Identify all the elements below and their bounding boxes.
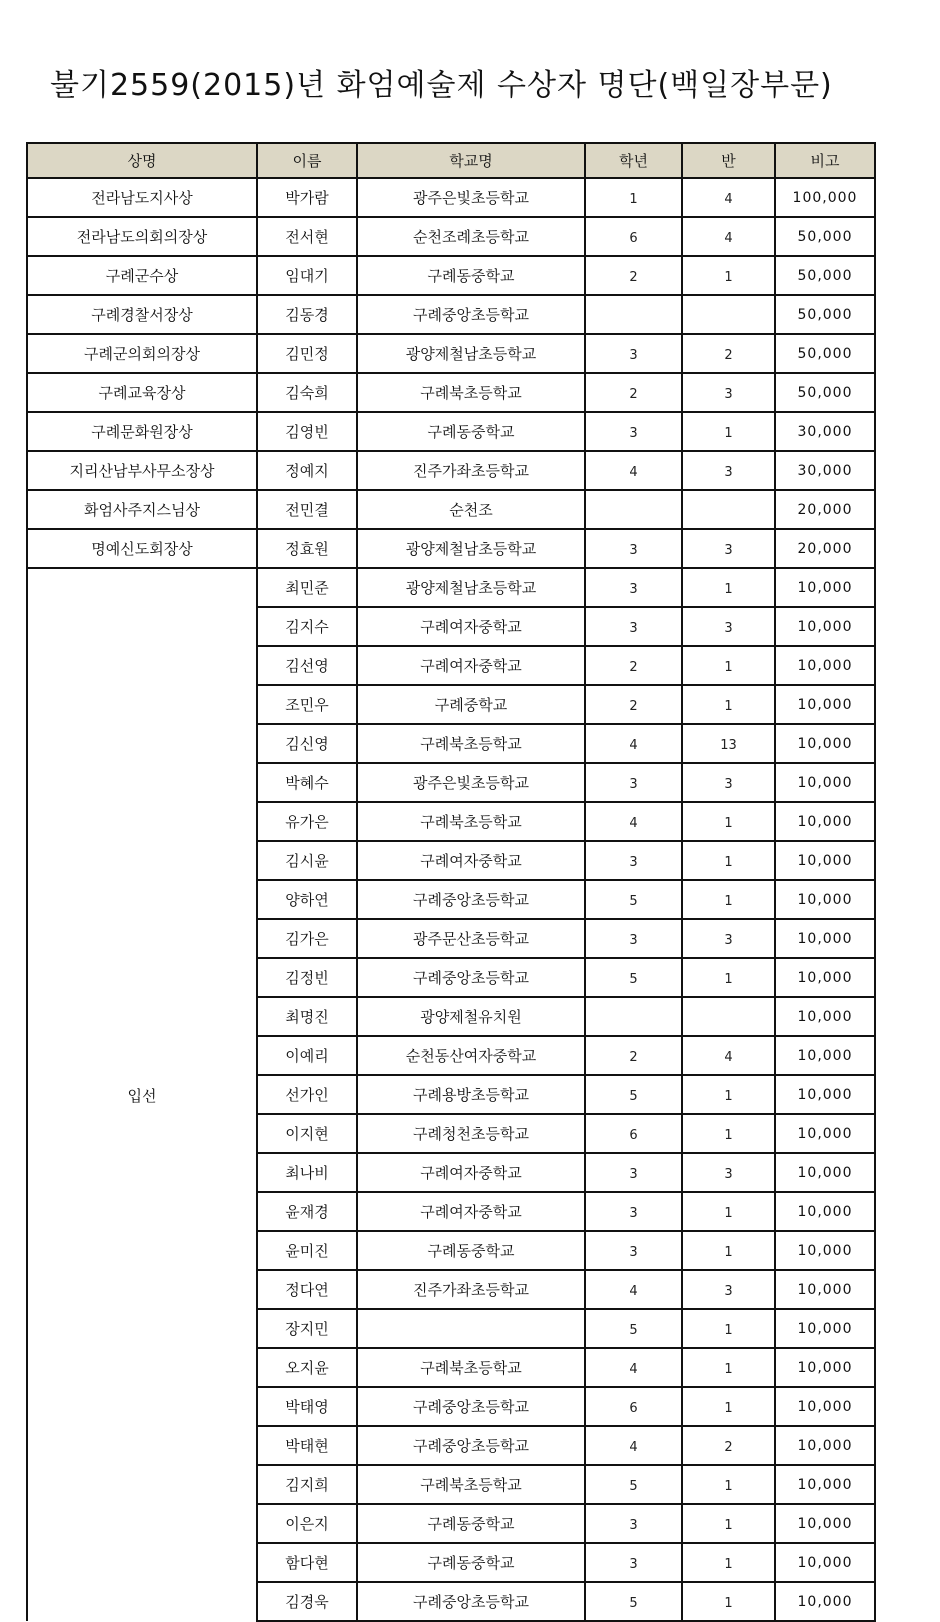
note-cell: 10,000 xyxy=(775,802,875,841)
grade-cell: 5 xyxy=(585,958,682,997)
school-cell: 구례북초등학교 xyxy=(357,1465,585,1504)
name-cell: 김지희 xyxy=(257,1465,357,1504)
note-cell: 10,000 xyxy=(775,763,875,802)
class-cell: 4 xyxy=(682,217,775,256)
name-cell: 정예지 xyxy=(257,451,357,490)
school-cell: 광양제철남초등학교 xyxy=(357,529,585,568)
class-cell: 3 xyxy=(682,919,775,958)
table-row xyxy=(27,568,875,607)
name-cell: 오지윤 xyxy=(257,1348,357,1387)
award-cell: 구례교육장상 xyxy=(27,373,257,412)
school-cell: 구례북초등학교 xyxy=(357,1348,585,1387)
note-cell: 10,000 xyxy=(775,841,875,880)
school-cell: 구례동중학교 xyxy=(357,1504,585,1543)
header-note: 비고 xyxy=(775,143,875,178)
name-cell: 김민정 xyxy=(257,334,357,373)
school-cell: 구례여자중학교 xyxy=(357,841,585,880)
note-cell: 50,000 xyxy=(775,256,875,295)
school-cell: 구례중앙초등학교 xyxy=(357,880,585,919)
header-name: 이름 xyxy=(257,143,357,178)
grade-cell: 2 xyxy=(585,685,682,724)
class-cell: 1 xyxy=(682,958,775,997)
grade-cell: 5 xyxy=(585,1582,682,1621)
class-cell: 1 xyxy=(682,1543,775,1582)
table-body xyxy=(27,178,875,1621)
school-cell: 구례중앙초등학교 xyxy=(357,1387,585,1426)
school-cell: 구례청천초등학교 xyxy=(357,1114,585,1153)
note-cell: 10,000 xyxy=(775,997,875,1036)
school-cell: 구례중앙초등학교 xyxy=(357,1582,585,1621)
school-cell: 진주가좌초등학교 xyxy=(357,1270,585,1309)
grade-cell: 3 xyxy=(585,841,682,880)
name-cell: 김숙희 xyxy=(257,373,357,412)
note-cell: 50,000 xyxy=(775,334,875,373)
header-school: 학교명 xyxy=(357,143,585,178)
name-cell: 최민준 xyxy=(257,568,357,607)
grade-cell: 4 xyxy=(585,1348,682,1387)
school-cell: 구례여자중학교 xyxy=(357,607,585,646)
grade-cell: 3 xyxy=(585,1231,682,1270)
name-cell: 김지수 xyxy=(257,607,357,646)
name-cell: 윤미진 xyxy=(257,1231,357,1270)
merged-award-cell: 입선 xyxy=(27,568,257,1621)
award-cell: 구례군수상 xyxy=(27,256,257,295)
class-cell: 1 xyxy=(682,1192,775,1231)
note-cell: 10,000 xyxy=(775,1075,875,1114)
class-cell: 1 xyxy=(682,646,775,685)
name-cell: 윤재경 xyxy=(257,1192,357,1231)
class-cell: 1 xyxy=(682,802,775,841)
note-cell: 10,000 xyxy=(775,1426,875,1465)
school-cell: 구례동중학교 xyxy=(357,1231,585,1270)
school-cell: 구례북초등학교 xyxy=(357,724,585,763)
school-cell: 순천조례초등학교 xyxy=(357,217,585,256)
note-cell: 10,000 xyxy=(775,1153,875,1192)
class-cell: 1 xyxy=(682,1348,775,1387)
class-cell: 1 xyxy=(682,568,775,607)
note-cell: 10,000 xyxy=(775,1387,875,1426)
award-cell: 구례군의회의장상 xyxy=(27,334,257,373)
grade-cell: 2 xyxy=(585,1036,682,1075)
table-row xyxy=(27,334,875,373)
note-cell: 20,000 xyxy=(775,490,875,529)
school-cell: 구례동중학교 xyxy=(357,412,585,451)
grade-cell: 4 xyxy=(585,1426,682,1465)
class-cell: 2 xyxy=(682,1426,775,1465)
school-cell: 구례여자중학교 xyxy=(357,1192,585,1231)
grade-cell: 6 xyxy=(585,217,682,256)
note-cell: 10,000 xyxy=(775,646,875,685)
name-cell: 전서현 xyxy=(257,217,357,256)
note-cell: 10,000 xyxy=(775,1465,875,1504)
grade-cell: 3 xyxy=(585,334,682,373)
award-cell: 전라남도지사상 xyxy=(27,178,257,217)
name-cell: 임대기 xyxy=(257,256,357,295)
note-cell: 10,000 xyxy=(775,1504,875,1543)
table-row xyxy=(27,412,875,451)
grade-cell xyxy=(585,490,682,529)
class-cell: 4 xyxy=(682,1036,775,1075)
class-cell: 1 xyxy=(682,841,775,880)
note-cell: 50,000 xyxy=(775,373,875,412)
table-header-row xyxy=(27,143,875,178)
name-cell: 최나비 xyxy=(257,1153,357,1192)
school-cell: 광주문산초등학교 xyxy=(357,919,585,958)
grade-cell: 4 xyxy=(585,451,682,490)
grade-cell: 4 xyxy=(585,724,682,763)
grade-cell: 3 xyxy=(585,1504,682,1543)
class-cell: 1 xyxy=(682,412,775,451)
school-cell: 광주은빛초등학교 xyxy=(357,178,585,217)
note-cell: 10,000 xyxy=(775,568,875,607)
award-cell: 명예신도회장상 xyxy=(27,529,257,568)
table-row xyxy=(27,373,875,412)
note-cell: 10,000 xyxy=(775,1309,875,1348)
grade-cell: 4 xyxy=(585,1270,682,1309)
grade-cell: 3 xyxy=(585,1153,682,1192)
note-cell: 10,000 xyxy=(775,724,875,763)
class-cell: 1 xyxy=(682,1387,775,1426)
class-cell: 1 xyxy=(682,1582,775,1621)
note-cell: 30,000 xyxy=(775,451,875,490)
header-grade: 학년 xyxy=(585,143,682,178)
name-cell: 김경욱 xyxy=(257,1582,357,1621)
name-cell: 박혜수 xyxy=(257,763,357,802)
class-cell xyxy=(682,295,775,334)
table-row xyxy=(27,490,875,529)
note-cell: 50,000 xyxy=(775,295,875,334)
class-cell: 3 xyxy=(682,529,775,568)
name-cell: 이예리 xyxy=(257,1036,357,1075)
name-cell: 김동경 xyxy=(257,295,357,334)
table-row xyxy=(27,451,875,490)
grade-cell: 3 xyxy=(585,607,682,646)
grade-cell: 3 xyxy=(585,763,682,802)
note-cell: 10,000 xyxy=(775,958,875,997)
class-cell: 1 xyxy=(682,1231,775,1270)
school-cell: 구례중학교 xyxy=(357,685,585,724)
class-cell: 1 xyxy=(682,1075,775,1114)
note-cell: 10,000 xyxy=(775,1114,875,1153)
school-cell: 광주은빛초등학교 xyxy=(357,763,585,802)
grade-cell: 3 xyxy=(585,919,682,958)
header-award: 상명 xyxy=(27,143,257,178)
note-cell: 10,000 xyxy=(775,1543,875,1582)
class-cell: 1 xyxy=(682,1465,775,1504)
school-cell: 구례여자중학교 xyxy=(357,1153,585,1192)
note-cell: 20,000 xyxy=(775,529,875,568)
school-cell: 광양제철남초등학교 xyxy=(357,334,585,373)
grade-cell: 5 xyxy=(585,1465,682,1504)
grade-cell: 2 xyxy=(585,373,682,412)
class-cell: 1 xyxy=(682,1504,775,1543)
school-cell: 구례여자중학교 xyxy=(357,646,585,685)
name-cell: 양하연 xyxy=(257,880,357,919)
note-cell: 10,000 xyxy=(775,1192,875,1231)
school-cell: 구례중앙초등학교 xyxy=(357,1426,585,1465)
school-cell: 구례동중학교 xyxy=(357,1543,585,1582)
class-cell: 1 xyxy=(682,256,775,295)
grade-cell: 3 xyxy=(585,1543,682,1582)
name-cell: 이은지 xyxy=(257,1504,357,1543)
school-cell: 순천동산여자중학교 xyxy=(357,1036,585,1075)
name-cell: 박태현 xyxy=(257,1426,357,1465)
school-cell: 구례북초등학교 xyxy=(357,802,585,841)
note-cell: 10,000 xyxy=(775,919,875,958)
class-cell: 1 xyxy=(682,1309,775,1348)
grade-cell xyxy=(585,295,682,334)
class-cell: 3 xyxy=(682,1153,775,1192)
name-cell: 김가은 xyxy=(257,919,357,958)
note-cell: 10,000 xyxy=(775,1270,875,1309)
note-cell: 100,000 xyxy=(775,178,875,217)
grade-cell: 6 xyxy=(585,1114,682,1153)
name-cell: 김선영 xyxy=(257,646,357,685)
name-cell: 조민우 xyxy=(257,685,357,724)
class-cell: 3 xyxy=(682,373,775,412)
note-cell: 10,000 xyxy=(775,607,875,646)
table-row xyxy=(27,256,875,295)
school-cell: 구례중앙초등학교 xyxy=(357,295,585,334)
name-cell: 함다현 xyxy=(257,1543,357,1582)
grade-cell: 2 xyxy=(585,256,682,295)
name-cell: 장지민 xyxy=(257,1309,357,1348)
note-cell: 10,000 xyxy=(775,685,875,724)
grade-cell: 5 xyxy=(585,1309,682,1348)
class-cell: 3 xyxy=(682,1270,775,1309)
note-cell: 30,000 xyxy=(775,412,875,451)
awards-table xyxy=(26,142,876,1622)
school-cell: 구례중앙초등학교 xyxy=(357,958,585,997)
note-cell: 10,000 xyxy=(775,1348,875,1387)
school-cell: 진주가좌초등학교 xyxy=(357,451,585,490)
award-cell: 지리산남부사무소장상 xyxy=(27,451,257,490)
note-cell: 10,000 xyxy=(775,1231,875,1270)
grade-cell: 5 xyxy=(585,1075,682,1114)
name-cell: 김신영 xyxy=(257,724,357,763)
table-row xyxy=(27,178,875,217)
name-cell: 정효원 xyxy=(257,529,357,568)
grade-cell: 3 xyxy=(585,412,682,451)
name-cell: 유가은 xyxy=(257,802,357,841)
school-cell: 구례동중학교 xyxy=(357,256,585,295)
table-row xyxy=(27,217,875,256)
page-title: 불기2559(2015)년 화엄예술제 수상자 명단(백일장부문) xyxy=(50,68,833,103)
award-cell: 전라남도의회의장상 xyxy=(27,217,257,256)
name-cell: 박태영 xyxy=(257,1387,357,1426)
name-cell: 김영빈 xyxy=(257,412,357,451)
school-cell xyxy=(357,1309,585,1348)
class-cell: 2 xyxy=(682,334,775,373)
grade-cell: 3 xyxy=(585,529,682,568)
school-cell: 광양제철유치원 xyxy=(357,997,585,1036)
table-row xyxy=(27,529,875,568)
grade-cell: 6 xyxy=(585,1387,682,1426)
school-cell: 광양제철남초등학교 xyxy=(357,568,585,607)
grade-cell: 2 xyxy=(585,646,682,685)
class-cell xyxy=(682,490,775,529)
note-cell: 50,000 xyxy=(775,217,875,256)
grade-cell: 4 xyxy=(585,802,682,841)
class-cell: 4 xyxy=(682,178,775,217)
note-cell: 10,000 xyxy=(775,1036,875,1075)
name-cell: 박가람 xyxy=(257,178,357,217)
class-cell: 3 xyxy=(682,763,775,802)
class-cell xyxy=(682,997,775,1036)
grade-cell xyxy=(585,997,682,1036)
table-row xyxy=(27,295,875,334)
award-cell: 화엄사주지스님상 xyxy=(27,490,257,529)
header-class: 반 xyxy=(682,143,775,178)
school-cell: 구례용방초등학교 xyxy=(357,1075,585,1114)
grade-cell: 1 xyxy=(585,178,682,217)
grade-cell: 5 xyxy=(585,880,682,919)
grade-cell: 3 xyxy=(585,568,682,607)
name-cell: 김시윤 xyxy=(257,841,357,880)
name-cell: 김정빈 xyxy=(257,958,357,997)
class-cell: 1 xyxy=(682,1114,775,1153)
class-cell: 13 xyxy=(682,724,775,763)
note-cell: 10,000 xyxy=(775,880,875,919)
note-cell: 10,000 xyxy=(775,1582,875,1621)
name-cell: 전민결 xyxy=(257,490,357,529)
class-cell: 3 xyxy=(682,607,775,646)
class-cell: 3 xyxy=(682,451,775,490)
name-cell: 선가인 xyxy=(257,1075,357,1114)
name-cell: 정다연 xyxy=(257,1270,357,1309)
grade-cell: 3 xyxy=(585,1192,682,1231)
award-cell: 구례경찰서장상 xyxy=(27,295,257,334)
class-cell: 1 xyxy=(682,880,775,919)
school-cell: 순천조 xyxy=(357,490,585,529)
name-cell: 이지현 xyxy=(257,1114,357,1153)
school-cell: 구례북초등학교 xyxy=(357,373,585,412)
class-cell: 1 xyxy=(682,685,775,724)
name-cell: 최명진 xyxy=(257,997,357,1036)
award-cell: 구례문화원장상 xyxy=(27,412,257,451)
